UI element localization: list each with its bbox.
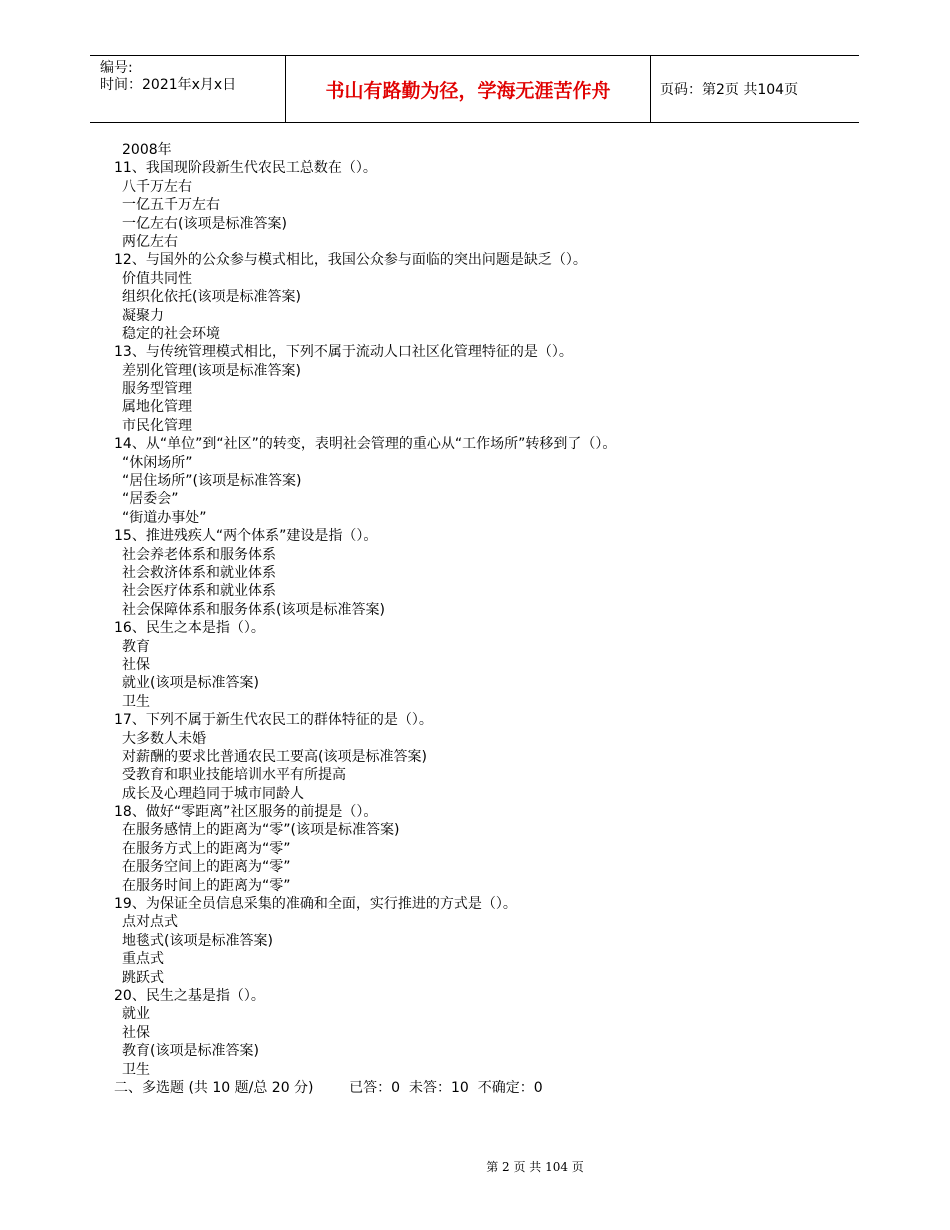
question-option: 跳跃式 [122,969,164,986]
header-motto: 书山有路勤为径，学海无涯苦作舟 [285,56,651,122]
question-option: “居住场所”(该项是标准答案) [122,473,302,490]
question-option: 重点式 [122,951,164,968]
question-option: 一亿五千万左右 [122,197,220,214]
question-stem: 15、推进残疾人“两个体系”建设是指（）。 [114,528,378,545]
question-option: 两亿左右 [122,233,178,250]
question-stem: 19、为保证全员信息采集的准确和全面，实行推进的方式是（）。 [114,896,517,913]
serial-label: 编号: [100,60,133,76]
question-stem: 13、与传统管理模式相比，下列不属于流动人口社区化管理特征的是（）。 [114,344,573,361]
question-stem: 17、下列不属于新生代农民工的群体特征的是（）。 [114,712,433,729]
question-option: 社会医疗体系和就业体系 [122,583,276,600]
question-list [114,141,874,1097]
question-option: 八千万左右 [122,178,192,195]
questions [114,159,874,1079]
uncertain-count: 不确定：0 [477,1079,543,1096]
question-option: 就业 [122,1006,150,1023]
question-stem: 20、民生之基是指（）。 [114,987,265,1004]
question-option: 市民化管理 [122,417,192,434]
question-option: 社会保障体系和服务体系(该项是标准答案) [122,601,385,618]
question-option: 在服务时间上的距离为“零” [122,877,291,894]
question-option: 就业(该项是标准答案) [122,675,259,692]
question-option: 组织化依托(该项是标准答案) [122,289,301,306]
question-option: 受教育和职业技能培训水平有所提高 [122,767,346,784]
header-page-label: 页码：第2页 共104页 [660,82,799,98]
question-option: 在服务方式上的距离为“零” [122,840,291,857]
question-option: “居委会” [122,491,179,508]
question-option: 社保 [122,656,150,673]
question-option: 一亿左右(该项是标准答案) [122,215,287,232]
question-option: 卫生 [122,693,150,710]
question-option: 点对点式 [122,914,178,931]
question-option: 对薪酬的要求比普通农民工要高(该项是标准答案) [122,748,427,765]
section-summary [114,1079,874,1097]
section-title: 二、多选题 (共 10 题/总 20 分) [114,1079,314,1096]
question-option: 社会救济体系和就业体系 [122,564,276,581]
question-option: 教育(该项是标准答案) [122,1043,259,1060]
time-label: 时间：2021年x月x日 [100,77,237,93]
intro-year: 2008年 [122,142,172,158]
question-option: 差别化管理(该项是标准答案) [122,362,301,379]
question-option: “休闲场所” [122,454,193,471]
question-option: 卫生 [122,1061,150,1078]
question-stem: 12、与国外的公众参与模式相比，我国公众参与面临的突出问题是缺乏（）。 [114,252,587,269]
question-option: 地毯式(该项是标准答案) [122,932,273,949]
answered-count: 已答：0 [349,1079,401,1096]
question-option: 价值共同性 [122,270,192,287]
page-footer: 第 2 页 共 104 页 [486,1160,584,1174]
question-option: 服务型管理 [122,381,192,398]
question-option: 属地化管理 [122,399,192,416]
question-stem: 16、民生之本是指（）。 [114,620,265,637]
question-option: 稳定的社会环境 [122,325,220,342]
question-stem: 18、做好“零距离”社区服务的前提是（）。 [114,804,378,821]
unanswered-count: 未答：10 [408,1079,469,1096]
question-option: 在服务空间上的距离为“零” [122,859,291,876]
question-option: 在服务感情上的距离为“零”(该项是标准答案) [122,822,400,839]
question-option: 教育 [122,638,150,655]
question-option: “街道办事处” [122,509,207,526]
question-option: 凝聚力 [122,307,164,324]
question-option: 社会养老体系和服务体系 [122,546,276,563]
question-option: 大多数人未婚 [122,730,206,747]
question-option: 成长及心理趋同于城市同龄人 [122,785,304,802]
header-meta [90,56,285,122]
question-stem: 11、我国现阶段新生代农民工总数在（）。 [114,160,377,177]
question-stem: 14、从“单位”到“社区”的转变，表明社会管理的重心从“工作场所”转移到了（）。 [114,436,617,453]
question-option: 社保 [122,1024,150,1041]
page-header [90,55,859,123]
